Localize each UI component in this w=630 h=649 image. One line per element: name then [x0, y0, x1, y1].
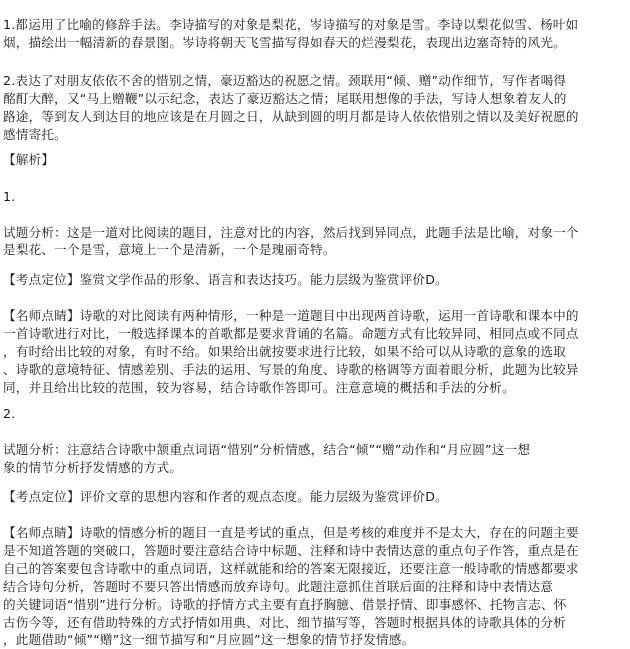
- text-line: 【名师点睛】诗歌的对比阅读有两种情形，一种是一道题目中出现两首诗歌，运用一首诗歌和课本中的: [3, 308, 579, 323]
- text-line: 、诗歌的意境特征、情感差别、手法的运用、写景的角度、诗歌的格调等方面着眼分析，此题为比较异: [3, 362, 579, 377]
- text-line: 酩酊大醉，又“马上赠鞭”以示纪念，表达了豪迈豁达之情；尾联用想像的手法，写诗人想象着友人的: [3, 91, 567, 106]
- text-line: 试题分析：这是一道对比阅读的题目，注意对比的内容，然后找到异同点，此题手法是比喻，对象一个: [3, 225, 579, 240]
- analysis-header: 【解析】: [3, 152, 55, 167]
- text-line: 是梨花、一个是雪，意境上一个是清新，一个是瑰丽奇特。: [3, 242, 336, 257]
- text-line: 感情寄托。: [3, 127, 67, 142]
- text-line: 结合诗句分析，答题时不要只答出情感而放弃诗句。此题注意抓住首联后面的注释和诗中表情达意: [3, 579, 554, 594]
- text-line: 是不知道答题的突破口，答题时要注意结合诗中标题、注释和诗中表情达意的重点句子作答，重点是在: [3, 543, 579, 558]
- text-line: 路途，等到友人到达目的地应该是在月圆之日，从缺到圆的明月都是诗人依依惜别之情以及美好祝愿的: [3, 109, 579, 124]
- text-line: 同，并且给出比较的范围，较为容易，结合诗歌作答即可。注意意境的概括和手法的分析。: [3, 380, 515, 395]
- text-line: 自己的答案要包含诗歌中的重点词语，这样就能和给的答案无限接近，还要注意一般诗歌的情感都要求: [3, 561, 579, 576]
- text-line: 古伤今等，还有借助特殊的方式抒情如用典、对比、细节描写等，答题时根据具体的诗歌具体的分析: [3, 615, 566, 630]
- item-number-2: 2.: [3, 406, 16, 421]
- text-line: 2.表达了对朋友依依不舍的惜别之情，豪迈豁达的祝愿之情。颈联用“倾、赠”动作细节，写作者喝得: [3, 73, 567, 88]
- text-line: 的关键词语“惜别”进行分析。诗歌的抒情方式主要有直抒胸臆、借景抒情、即事感怀、托物言志、怀: [3, 597, 567, 612]
- text-line: 1.都运用了比喻的修辞手法。李诗描写的对象是梨花，岑诗描写的对象是雪。李诗以梨花似雪、杨叶如: [3, 17, 579, 32]
- text-line: 烟，描绘出一幅清新的春景图。岑诗将朝天飞雪描写得如春天的烂漫梨花，表现出边塞奇特的风光。: [3, 35, 566, 50]
- text-line: ，此题借助“倾”“赠”这一细节描写和“月应圆”这一想象的情节抒发情感。: [3, 632, 415, 647]
- text-line: 试题分析：注意结合诗歌中颔重点词语“惜别”分析情感，结合“倾”“赠”动作和“月应圆”这一想: [3, 442, 531, 457]
- text-line: ，有时给出比较的对象，有时不给。如果给出就按要求进行比较，如果不给可以从诗歌的意象的选取: [3, 344, 566, 359]
- text-line: 一首诗歌进行对比，一般选择课本的首歌都是要求背诵的名篇。命题方式有比较异同、相同点或不同点: [3, 326, 579, 341]
- item-number-1: 1.: [3, 189, 16, 204]
- text-line: 【名师点睛】诗歌的情感分析的题目一直是考试的重点，但是考核的难度并不是太大，存在的问题主要: [3, 525, 579, 540]
- kaodian-2: 【考点定位】评价文章的思想内容和作者的观点态度。能力层级为鉴赏评价D。: [3, 489, 448, 504]
- kaodian-1: 【考点定位】鉴赏文学作品的形象、语言和表达技巧。能力层级为鉴赏评价D。: [3, 272, 448, 287]
- text-line: 象的情节分析抒发情感的方式。: [3, 460, 183, 475]
